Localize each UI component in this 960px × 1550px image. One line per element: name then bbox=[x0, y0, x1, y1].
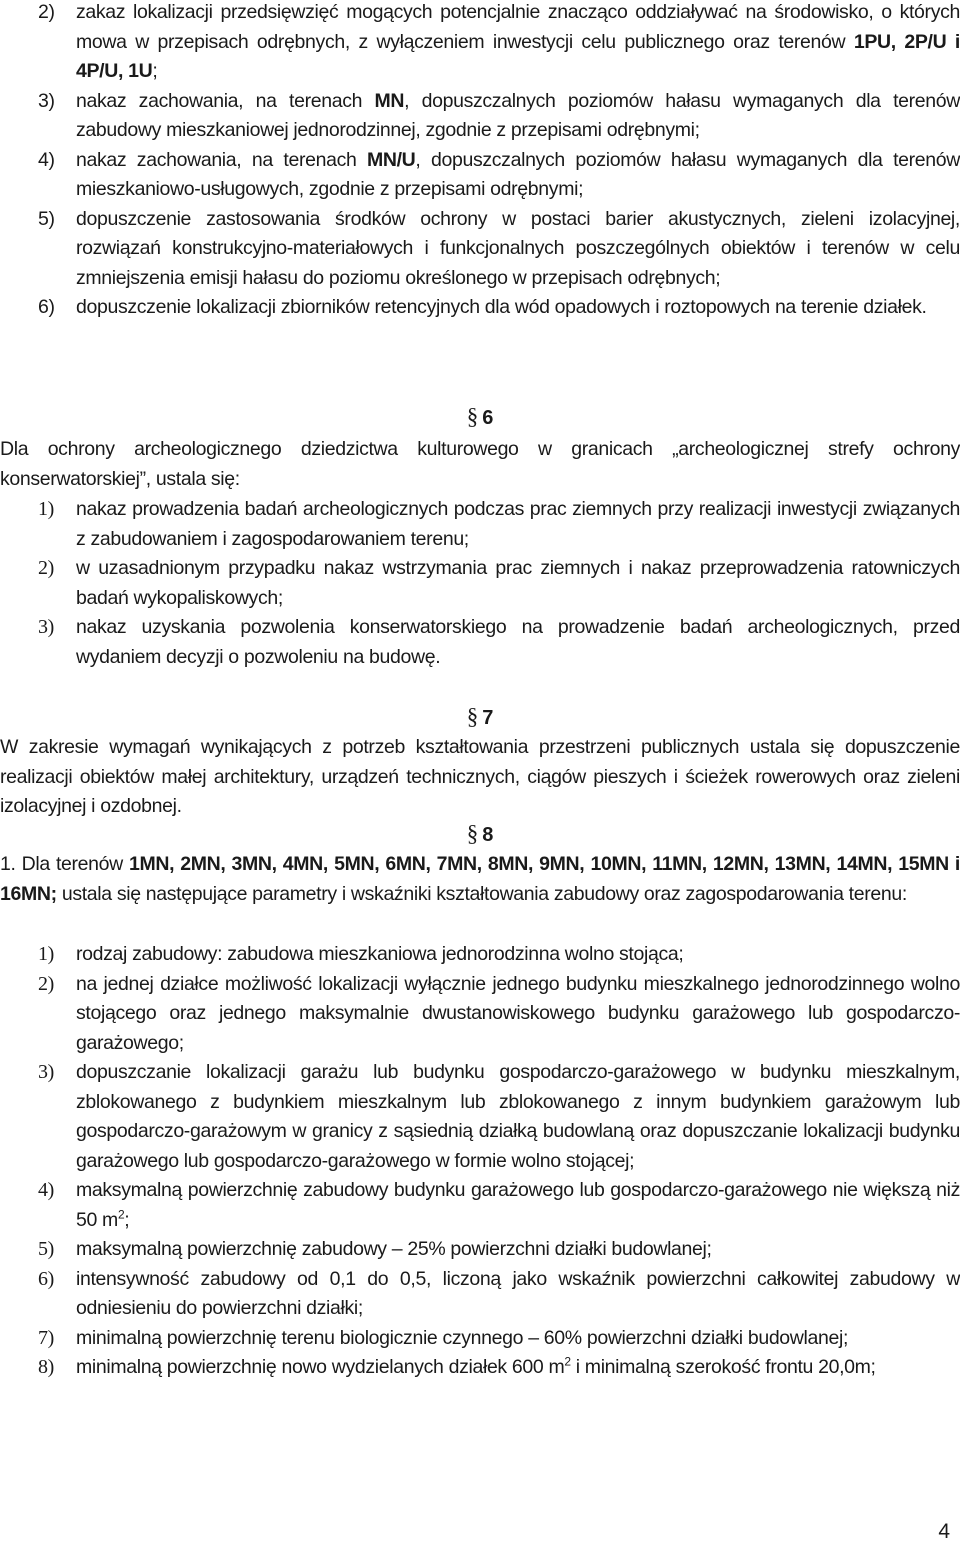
item-text: minimalną powierzchnię nowo wydzielanych działek 600 m bbox=[76, 1356, 565, 1378]
section-number: 6 bbox=[482, 407, 494, 429]
item-text: nakaz zachowania, na terenach bbox=[76, 89, 375, 112]
item-text: intensywność zabudowy od 0,1 do 0,5, liczoną jako wskaźnik powierzchni całkowitej zabudowy w odniesieniu do powierzchni działki; bbox=[76, 1267, 960, 1319]
section-number: 8 bbox=[482, 824, 494, 846]
list-item bbox=[0, 613, 960, 672]
list-item bbox=[0, 146, 960, 205]
item-text: nakaz prowadzenia badań archeologicznych podczas prac ziemnych przy realizacji inwestycji związanych z zabudowaniem i zagospodarowaniem terenu; bbox=[76, 498, 960, 550]
section-heading-6 bbox=[0, 404, 960, 430]
item-text: zakaz lokalizacji przedsięwzięć mogących potencjalnie znacząco oddziaływać na środowisko, o których mowa w przepisach odrębnych, z wyłączeniem inwestycji celu publicznego oraz terenów bbox=[76, 1, 960, 53]
item-number: 1) bbox=[38, 498, 54, 520]
item-text: rodzaj zabudowy: zabudowa mieszkaniowa jednorodzinna wolno stojąca; bbox=[76, 943, 684, 965]
list-item bbox=[0, 970, 960, 1059]
zone-codes: 1PU, 2P/U i 4P/U, 1U bbox=[76, 30, 960, 82]
superscript: 2 bbox=[117, 1207, 125, 1221]
item-number: 7) bbox=[38, 1326, 54, 1349]
item-text-end: ; bbox=[124, 1208, 130, 1231]
item-number: 5) bbox=[38, 207, 55, 230]
list-item bbox=[0, 1176, 960, 1235]
intro-start: 1. Dla terenów bbox=[0, 853, 129, 875]
item-number: 3) bbox=[38, 616, 54, 638]
section-number: 7 bbox=[482, 707, 494, 729]
item-number: 8) bbox=[38, 1356, 54, 1378]
section-8-list bbox=[0, 940, 960, 1383]
paragraph-symbol: § bbox=[466, 404, 479, 429]
list-item bbox=[0, 940, 960, 970]
item-text: dopuszczenie lokalizacji zbiorników retencyjnych dla wód opadowych i roztopowych na terenie działek. bbox=[76, 296, 927, 318]
list-item bbox=[0, 293, 960, 323]
item-number: 6) bbox=[38, 1267, 54, 1290]
item-number: 3) bbox=[38, 89, 55, 112]
item-text: maksymalną powierzchnię zabudowy – 25% powierzchni działki budowlanej; bbox=[76, 1238, 712, 1260]
item-text-end: , dopuszczalnych poziomów hałasu wymaganych dla terenów mieszkaniowo-usługowych, zgodnie z przepisami odrębnymi; bbox=[76, 148, 960, 200]
item-text-end: , dopuszczalnych poziomów hałasu wymaganych dla terenów zabudowy mieszkaniowej jednorodzinnej, zgodnie z przepisami odrębnymi; bbox=[76, 89, 960, 141]
zone-code: MN/U bbox=[366, 148, 416, 171]
section-heading-7 bbox=[0, 704, 960, 730]
intro-end: ustala się następujące parametry i wskaźniki kształtowania zabudowy oraz zagospodarowania terenu: bbox=[56, 882, 907, 905]
item-text-end: i minimalną szerokość frontu 20,0m; bbox=[570, 1356, 876, 1378]
list-item bbox=[0, 554, 960, 613]
item-text: nakaz zachowania, na terenach bbox=[76, 148, 367, 171]
section-heading-8 bbox=[0, 821, 960, 847]
section-6-intro: Dla ochrony archeologicznego dziedzictwa kulturowego w granicach „archeologicznej strefy ochrony konserwatorskiej”, ustala się: bbox=[0, 438, 960, 490]
item-text: w uzasadnionym przypadku nakaz wstrzymania prac ziemnych i nakaz przeprowadzenia ratowniczych badań wykopaliskowych; bbox=[76, 557, 960, 609]
section-7-text: W zakresie wymagań wynikających z potrzeb kształtowania przestrzeni publicznych ustala się dopuszczenie realizacji obiektów małej architektury, urządzeń technicznych, ciągów pieszych i ścieżek rowerowych oraz zieleni izolacyjnej i ozdobnej. bbox=[0, 736, 960, 817]
item-text: dopuszczanie lokalizacji garażu lub budynku gospodarczo-garażowego w budynku mieszkalnym, zblokowanego z budynkiem mieszkalnym lub zblokowanego z innym budynkiem garażowym lub gospodarczo-garażowym w granicy z sąsiednią działką budowlaną oraz dopuszczanie lokalizacji budynku garażowego lub gospodarczo-garażowego w formie wolno stojącej; bbox=[76, 1061, 960, 1172]
item-text: na jednej działce możliwość lokalizacji wyłącznie jednego budynku mieszkalnego jednorodzinnego wolno stojącego oraz jednego maksymalnie dwustanowiskowego budynku garażowego lub gospodarczo-garażowego; bbox=[76, 972, 960, 1054]
item-text: maksymalną powierzchnię zabudowy budynku garażowego lub gospodarczo-garażowego nie większą niż 50 m bbox=[76, 1179, 960, 1231]
list-item bbox=[0, 1353, 960, 1383]
item-number: 2) bbox=[38, 1, 55, 23]
superscript: 2 bbox=[564, 1354, 571, 1369]
item-number: 2) bbox=[38, 972, 54, 995]
list-item bbox=[0, 0, 960, 87]
section-6-list bbox=[0, 495, 960, 672]
list-item bbox=[0, 1324, 960, 1354]
item-number: 6) bbox=[38, 296, 55, 318]
list-item bbox=[0, 1235, 960, 1265]
paragraph-symbol: § bbox=[466, 704, 479, 729]
item-number: 3) bbox=[38, 1061, 54, 1083]
list-item bbox=[0, 87, 960, 146]
item-number: 4) bbox=[38, 148, 55, 171]
item-number: 5) bbox=[38, 1238, 54, 1260]
regulation-list-env bbox=[0, 0, 960, 323]
paragraph-symbol: § bbox=[466, 821, 479, 846]
section-8-intro bbox=[0, 850, 960, 909]
item-text: nakaz uzyskania pozwolenia konserwatorskiego na prowadzenie badań archeologicznych, przed wydaniem decyzji o pozwoleniu na budowę. bbox=[76, 616, 960, 668]
item-text: dopuszczenie zastosowania środków ochrony w postaci barier akustycznych, zieleni izolacyjnej, rozwiązań konstrukcyjno-materiałowych i funkcjonalnych poszczególnych obiektów i terenów w celu zmniejszenia emisji hałasu do poziomu określonego w przepisach odrębnych; bbox=[76, 207, 960, 289]
zone-code: MN bbox=[374, 89, 405, 112]
page-number: 4 bbox=[938, 1520, 950, 1543]
item-number: 2) bbox=[38, 557, 54, 579]
item-text-end: ; bbox=[152, 60, 158, 82]
zone-codes: 1MN, 2MN, 3MN, 4MN, 5MN, 6MN, 7MN, 8MN, 9MN, 10MN, 11MN, 12MN, 13MN, 14MN, 15MN i 16MN; bbox=[0, 853, 960, 905]
item-number: 1) bbox=[38, 943, 54, 965]
item-text: minimalną powierzchnię terenu biologicznie czynnego – 60% powierzchni działki budowlanej; bbox=[76, 1326, 849, 1349]
list-item bbox=[0, 1265, 960, 1324]
list-item bbox=[0, 1058, 960, 1176]
list-item bbox=[0, 495, 960, 554]
item-number: 4) bbox=[38, 1179, 54, 1201]
list-item bbox=[0, 205, 960, 294]
